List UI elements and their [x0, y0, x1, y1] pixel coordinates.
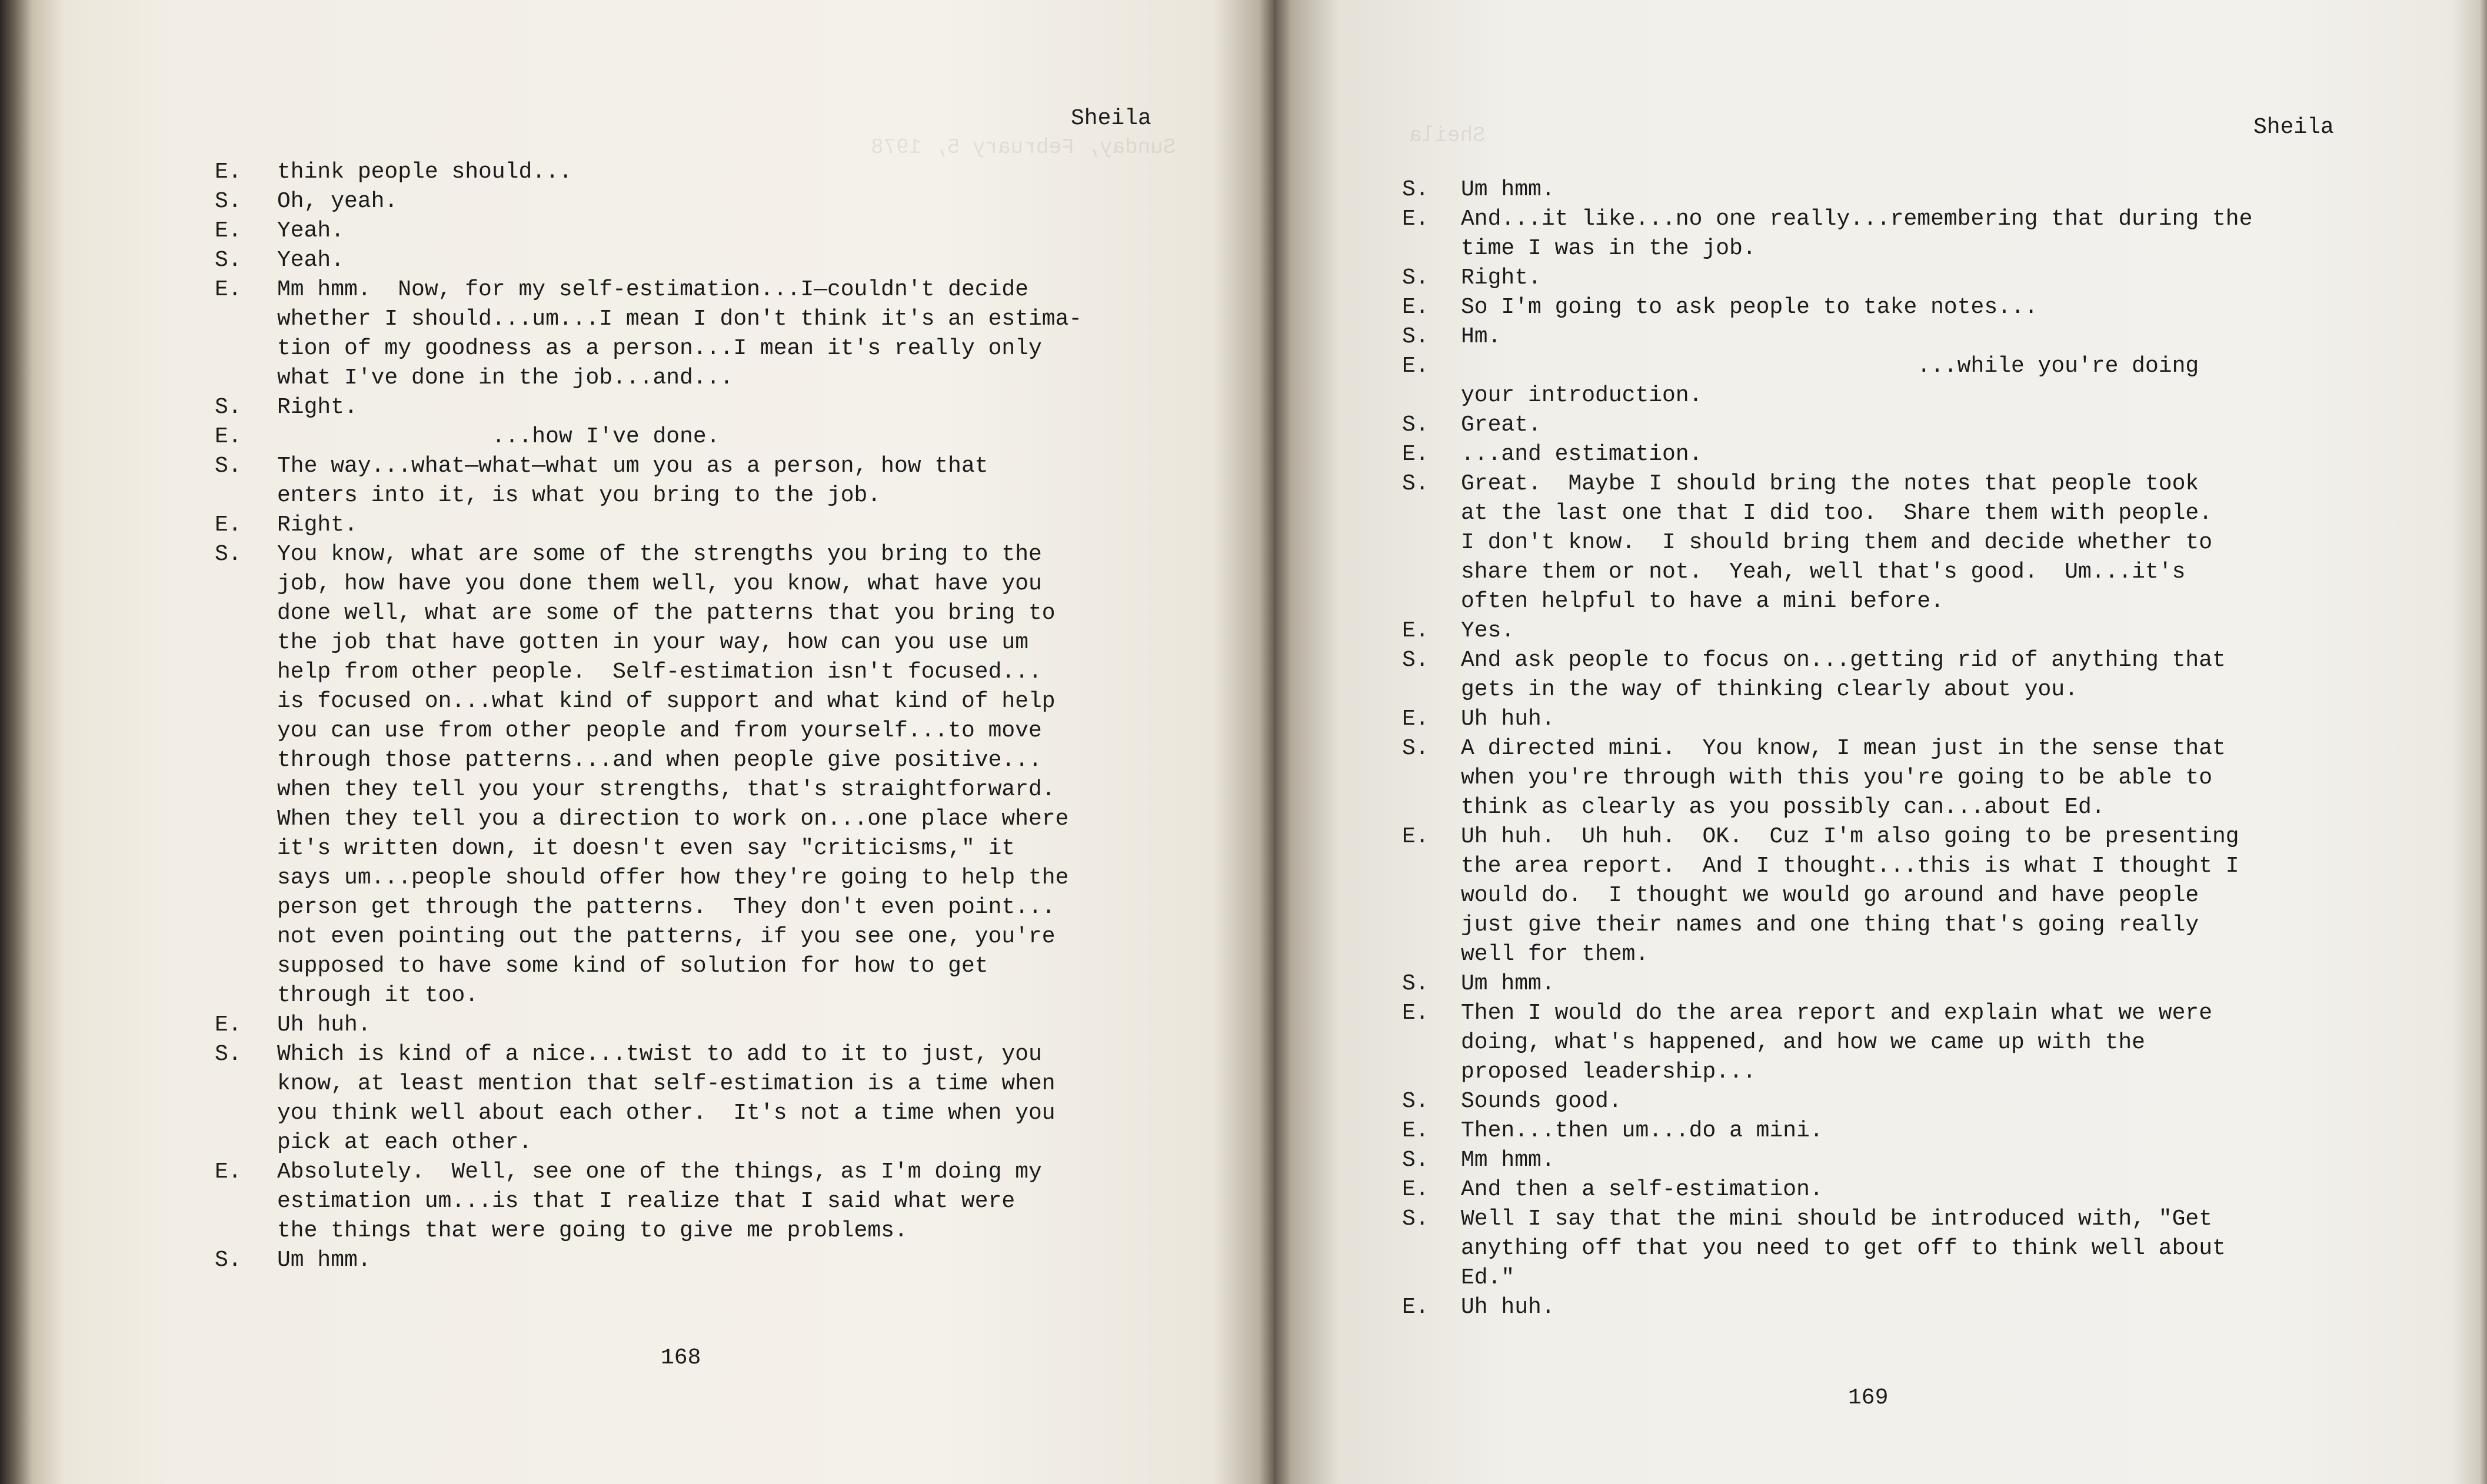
transcript-line: [215, 834, 1215, 863]
transcript-line: [1402, 322, 2461, 352]
speaker-label: S.: [1402, 177, 1429, 202]
line-text: You know, what are some of the strengths you bring to the: [277, 542, 1042, 567]
transcript-line: [1402, 205, 2461, 234]
speaker-label: E.: [215, 1159, 242, 1185]
line-text: Right.: [1461, 265, 1542, 291]
transcript-line: [1402, 1028, 2461, 1058]
transcript-line: [215, 246, 1215, 275]
line-text: through those patterns...and when people give positive...: [277, 748, 1042, 773]
line-text: help from other people. Self-estimation isn't focused...: [277, 659, 1042, 685]
transcript-line: [1402, 734, 2461, 763]
line-text: just give their names and one thing that's going really: [1461, 912, 2199, 938]
speaker-label: E.: [1402, 354, 1429, 379]
line-text: When they tell you a direction to work on...one place where: [277, 806, 1069, 832]
speaker-label: E.: [1402, 206, 1429, 232]
transcript-line: [215, 687, 1215, 716]
transcript-line: [215, 981, 1215, 1011]
transcript-line: [215, 1011, 1215, 1040]
transcript-line: [1402, 763, 2461, 793]
line-text: think people should...: [277, 159, 572, 185]
line-text: ...how I've done.: [277, 424, 720, 449]
line-text: supposed to have some kind of solution for how to get: [277, 953, 988, 979]
speaker-label: E.: [1402, 442, 1429, 467]
show-through-text: Sheila: [1409, 124, 1486, 148]
line-text: And ask people to focus on...getting rid of anything that: [1461, 648, 2226, 673]
line-text: enters into it, is what you bring to the job.: [277, 483, 881, 508]
line-text: gets in the way of thinking clearly about you.: [1461, 677, 2078, 702]
transcript-line: [1402, 411, 2461, 440]
speaker-label: E.: [215, 512, 242, 538]
speaker-label: S.: [215, 395, 242, 420]
line-text: says um...people should offer how they're going to help the: [277, 865, 1069, 891]
transcript-line: [1402, 1263, 2461, 1293]
line-text: estimation um...is that I realize that I said what were: [277, 1189, 1016, 1214]
show-through-text: Sunday, February 5, 1978: [871, 135, 1176, 159]
line-text: Hm.: [1461, 324, 1501, 349]
line-text: Great.: [1461, 412, 1542, 438]
line-text: share them or not. Yeah, well that's good. Um...it's: [1461, 559, 2186, 585]
line-text: ...while you're doing: [1461, 354, 2199, 379]
line-text: A directed mini. You know, I mean just in the sense that: [1461, 736, 2226, 761]
transcript-line: [215, 1187, 1215, 1216]
transcript-line: [1402, 352, 2461, 381]
speaker-label: S.: [1402, 648, 1429, 673]
line-text: you think well about each other. It's not a time when you: [277, 1101, 1056, 1126]
line-text: is focused on...what kind of support and what kind of help: [277, 689, 1056, 714]
transcript-line: [1402, 264, 2461, 293]
transcript-line: [215, 422, 1215, 452]
speaker-label: S.: [1402, 736, 1429, 761]
transcript-line: [215, 805, 1215, 834]
line-text: doing, what's happened, and how we came up with the: [1461, 1030, 2145, 1055]
line-text: your introduction.: [1461, 383, 1703, 408]
transcript-line: [1402, 1205, 2461, 1234]
transcript-line: [1402, 911, 2461, 940]
line-text: what I've done in the job...and...: [277, 365, 734, 391]
speaker-label: E.: [215, 1012, 242, 1038]
transcript-line: [1402, 969, 2461, 999]
speaker-label: E.: [215, 277, 242, 302]
speaker-label: S.: [1402, 324, 1429, 349]
transcript-dialogue: [1402, 175, 2461, 1322]
speaker-label: E.: [1402, 618, 1429, 643]
transcript-line: [1402, 528, 2461, 558]
speaker-label: S.: [1402, 1206, 1429, 1232]
transcript-line: [215, 187, 1215, 216]
transcript-line: [215, 1216, 1215, 1246]
line-text: Uh huh.: [1461, 706, 1555, 732]
line-text: when they tell you your strengths, that's straightforward.: [277, 777, 1056, 802]
transcript-line: [215, 628, 1215, 658]
transcript-line: [1402, 881, 2461, 911]
transcript-line: [215, 511, 1215, 540]
line-text: Uh huh.: [277, 1012, 371, 1038]
speaker-label: E.: [1402, 706, 1429, 732]
transcript-line: [1402, 558, 2461, 587]
speaker-label: S.: [215, 1042, 242, 1067]
page-number: 168: [661, 1345, 701, 1370]
transcript-line: [1402, 381, 2461, 411]
transcript-line: [215, 540, 1215, 569]
line-text: the job that have gotten in your way, how can you use um: [277, 630, 1029, 655]
transcript-line: [215, 1040, 1215, 1069]
line-text: time I was in the job.: [1461, 236, 1756, 261]
speaker-label: S.: [1402, 1148, 1429, 1173]
speaker-label: S.: [1402, 265, 1429, 291]
transcript-line: [1402, 1293, 2461, 1322]
speaker-label: E.: [1402, 1295, 1429, 1320]
line-text: Um hmm.: [1461, 177, 1555, 202]
line-text: Uh huh.: [1461, 1295, 1555, 1320]
line-text: Which is kind of a nice...twist to add to it to just, you: [277, 1042, 1042, 1067]
transcript-line: [1402, 1175, 2461, 1205]
right-page: [1274, 0, 2487, 1484]
transcript-line: [1402, 1146, 2461, 1175]
line-text: think as clearly as you possibly can...about Ed.: [1461, 795, 2105, 820]
line-text: Um hmm.: [277, 1248, 371, 1273]
speaker-label: S.: [215, 542, 242, 567]
speaker-label: E.: [215, 424, 242, 449]
transcript-line: [215, 275, 1215, 305]
line-text: Uh huh. Uh huh. OK. Cuz I'm also going to be presenting: [1461, 824, 2239, 849]
transcript-line: [215, 893, 1215, 922]
line-text: Sounds good.: [1461, 1089, 1622, 1114]
transcript-line: [1402, 587, 2461, 616]
line-text: Absolutely. Well, see one of the things, as I'm doing my: [277, 1159, 1042, 1185]
transcript-line: [215, 716, 1215, 746]
line-text: not even pointing out the patterns, if you see one, you're: [277, 924, 1056, 949]
transcript-line: [1402, 675, 2461, 705]
page-header: Sheila: [1071, 106, 1151, 131]
line-text: done well, what are some of the patterns that you bring to: [277, 601, 1056, 626]
line-text: it's written down, it doesn't even say "criticisms," it: [277, 836, 1016, 861]
transcript-line: [215, 658, 1215, 687]
transcript-line: [215, 922, 1215, 952]
line-text: Yes.: [1461, 618, 1515, 643]
transcript-line: [1402, 469, 2461, 499]
transcript-line: [215, 452, 1215, 481]
speaker-label: E.: [1402, 1177, 1429, 1202]
page-number: 169: [1848, 1385, 1889, 1410]
line-text: Ed.": [1461, 1265, 1515, 1290]
line-text: Mm hmm. Now, for my self-estimation...I—couldn't decide: [277, 277, 1029, 302]
transcript-line: [215, 1158, 1215, 1187]
transcript-line: [1402, 940, 2461, 969]
line-text: anything off that you need to get off to think well about: [1461, 1236, 2226, 1261]
line-text: at the last one that I did too. Share them with people.: [1461, 501, 2213, 526]
transcript-line: [1402, 822, 2461, 852]
line-text: Oh, yeah.: [277, 189, 398, 214]
speaker-label: E.: [1402, 1118, 1429, 1143]
transcript-line: [215, 1128, 1215, 1158]
transcript-line: [215, 158, 1215, 187]
line-text: the things that were going to give me problems.: [277, 1218, 908, 1243]
line-text: through it too.: [277, 983, 479, 1008]
line-text: well for them.: [1461, 942, 1649, 967]
line-text: Well I say that the mini should be introduced with, "Get: [1461, 1206, 2213, 1232]
transcript-line: [1402, 705, 2461, 734]
transcript-line: [1402, 499, 2461, 528]
line-text: And then a self-estimation.: [1461, 1177, 1823, 1202]
line-text: ...and estimation.: [1461, 442, 1703, 467]
line-text: when you're through with this you're going to be able to: [1461, 765, 2213, 791]
speaker-label: S.: [215, 189, 242, 214]
line-text: So I'm going to ask people to take notes...: [1461, 295, 2038, 320]
transcript-line: [1402, 793, 2461, 822]
transcript-line: [215, 305, 1215, 334]
speaker-label: S.: [1402, 971, 1429, 996]
transcript-line: [1402, 1116, 2461, 1146]
transcript-line: [1402, 440, 2461, 469]
line-text: Then...then um...do a mini.: [1461, 1118, 1823, 1143]
transcript-line: [215, 364, 1215, 393]
line-text: Yeah.: [277, 218, 345, 244]
transcript-line: [1402, 852, 2461, 881]
transcript-line: [1402, 234, 2461, 264]
speaker-label: E.: [1402, 1001, 1429, 1026]
speaker-label: S.: [215, 453, 242, 479]
transcript-line: [215, 1069, 1215, 1099]
line-text: I don't know. I should bring them and decide whether to: [1461, 530, 2213, 555]
line-text: proposed leadership...: [1461, 1059, 1756, 1085]
speaker-label: E.: [215, 159, 242, 185]
transcript-line: [215, 746, 1215, 775]
transcript-line: [215, 1246, 1215, 1275]
transcript-line: [215, 216, 1215, 246]
transcript-line: [215, 775, 1215, 805]
line-text: would do. I thought we would go around and have people: [1461, 883, 2199, 908]
transcript-line: [1402, 1087, 2461, 1116]
line-text: Yeah.: [277, 248, 345, 273]
transcript-line: [1402, 999, 2461, 1028]
line-text: Mm hmm.: [1461, 1148, 1555, 1173]
transcript-line: [1402, 293, 2461, 322]
transcript-line: [1402, 1234, 2461, 1263]
speaker-label: E.: [1402, 824, 1429, 849]
transcript-line: [215, 334, 1215, 364]
line-text: And...it like...no one really...remembering that during the: [1461, 206, 2253, 232]
speaker-label: S.: [1402, 471, 1429, 496]
transcript-line: [215, 393, 1215, 422]
transcript-dialogue: [215, 158, 1215, 1275]
line-text: whether I should...um...I mean I don't think it's an estima-: [277, 306, 1083, 332]
speaker-label: E.: [1402, 295, 1429, 320]
line-text: pick at each other.: [277, 1130, 532, 1155]
speaker-label: S.: [1402, 412, 1429, 438]
line-text: the area report. And I thought...this is what I thought I: [1461, 853, 2239, 879]
line-text: know, at least mention that self-estimation is a time when: [277, 1071, 1056, 1096]
line-text: often helpful to have a mini before.: [1461, 589, 1944, 614]
line-text: job, how have you done them well, you know, what have you: [277, 571, 1042, 596]
line-text: Great. Maybe I should bring the notes that people took: [1461, 471, 2199, 496]
transcript-line: [1402, 175, 2461, 205]
line-text: Right.: [277, 512, 358, 538]
transcript-line: [215, 952, 1215, 981]
line-text: tion of my goodness as a person...I mean it's really only: [277, 336, 1042, 361]
speaker-label: S.: [1402, 1089, 1429, 1114]
line-text: Right.: [277, 395, 358, 420]
page-header: Sheila: [2253, 115, 2334, 140]
transcript-line: [215, 863, 1215, 893]
transcript-line: [215, 1099, 1215, 1128]
line-text: Then I would do the area report and explain what we were: [1461, 1001, 2213, 1026]
transcript-line: [1402, 646, 2461, 675]
speaker-label: E.: [215, 218, 242, 244]
transcript-line: [1402, 1058, 2461, 1087]
line-text: person get through the patterns. They don't even point...: [277, 895, 1056, 920]
transcript-line: [1402, 616, 2461, 646]
speaker-label: S.: [215, 248, 242, 273]
transcript-line: [215, 481, 1215, 511]
speaker-label: S.: [215, 1248, 242, 1273]
transcript-line: [215, 569, 1215, 599]
transcript-line: [215, 599, 1215, 628]
line-text: Um hmm.: [1461, 971, 1555, 996]
line-text: The way...what—what—what um you as a person, how that: [277, 453, 988, 479]
line-text: you can use from other people and from yourself...to move: [277, 718, 1042, 743]
